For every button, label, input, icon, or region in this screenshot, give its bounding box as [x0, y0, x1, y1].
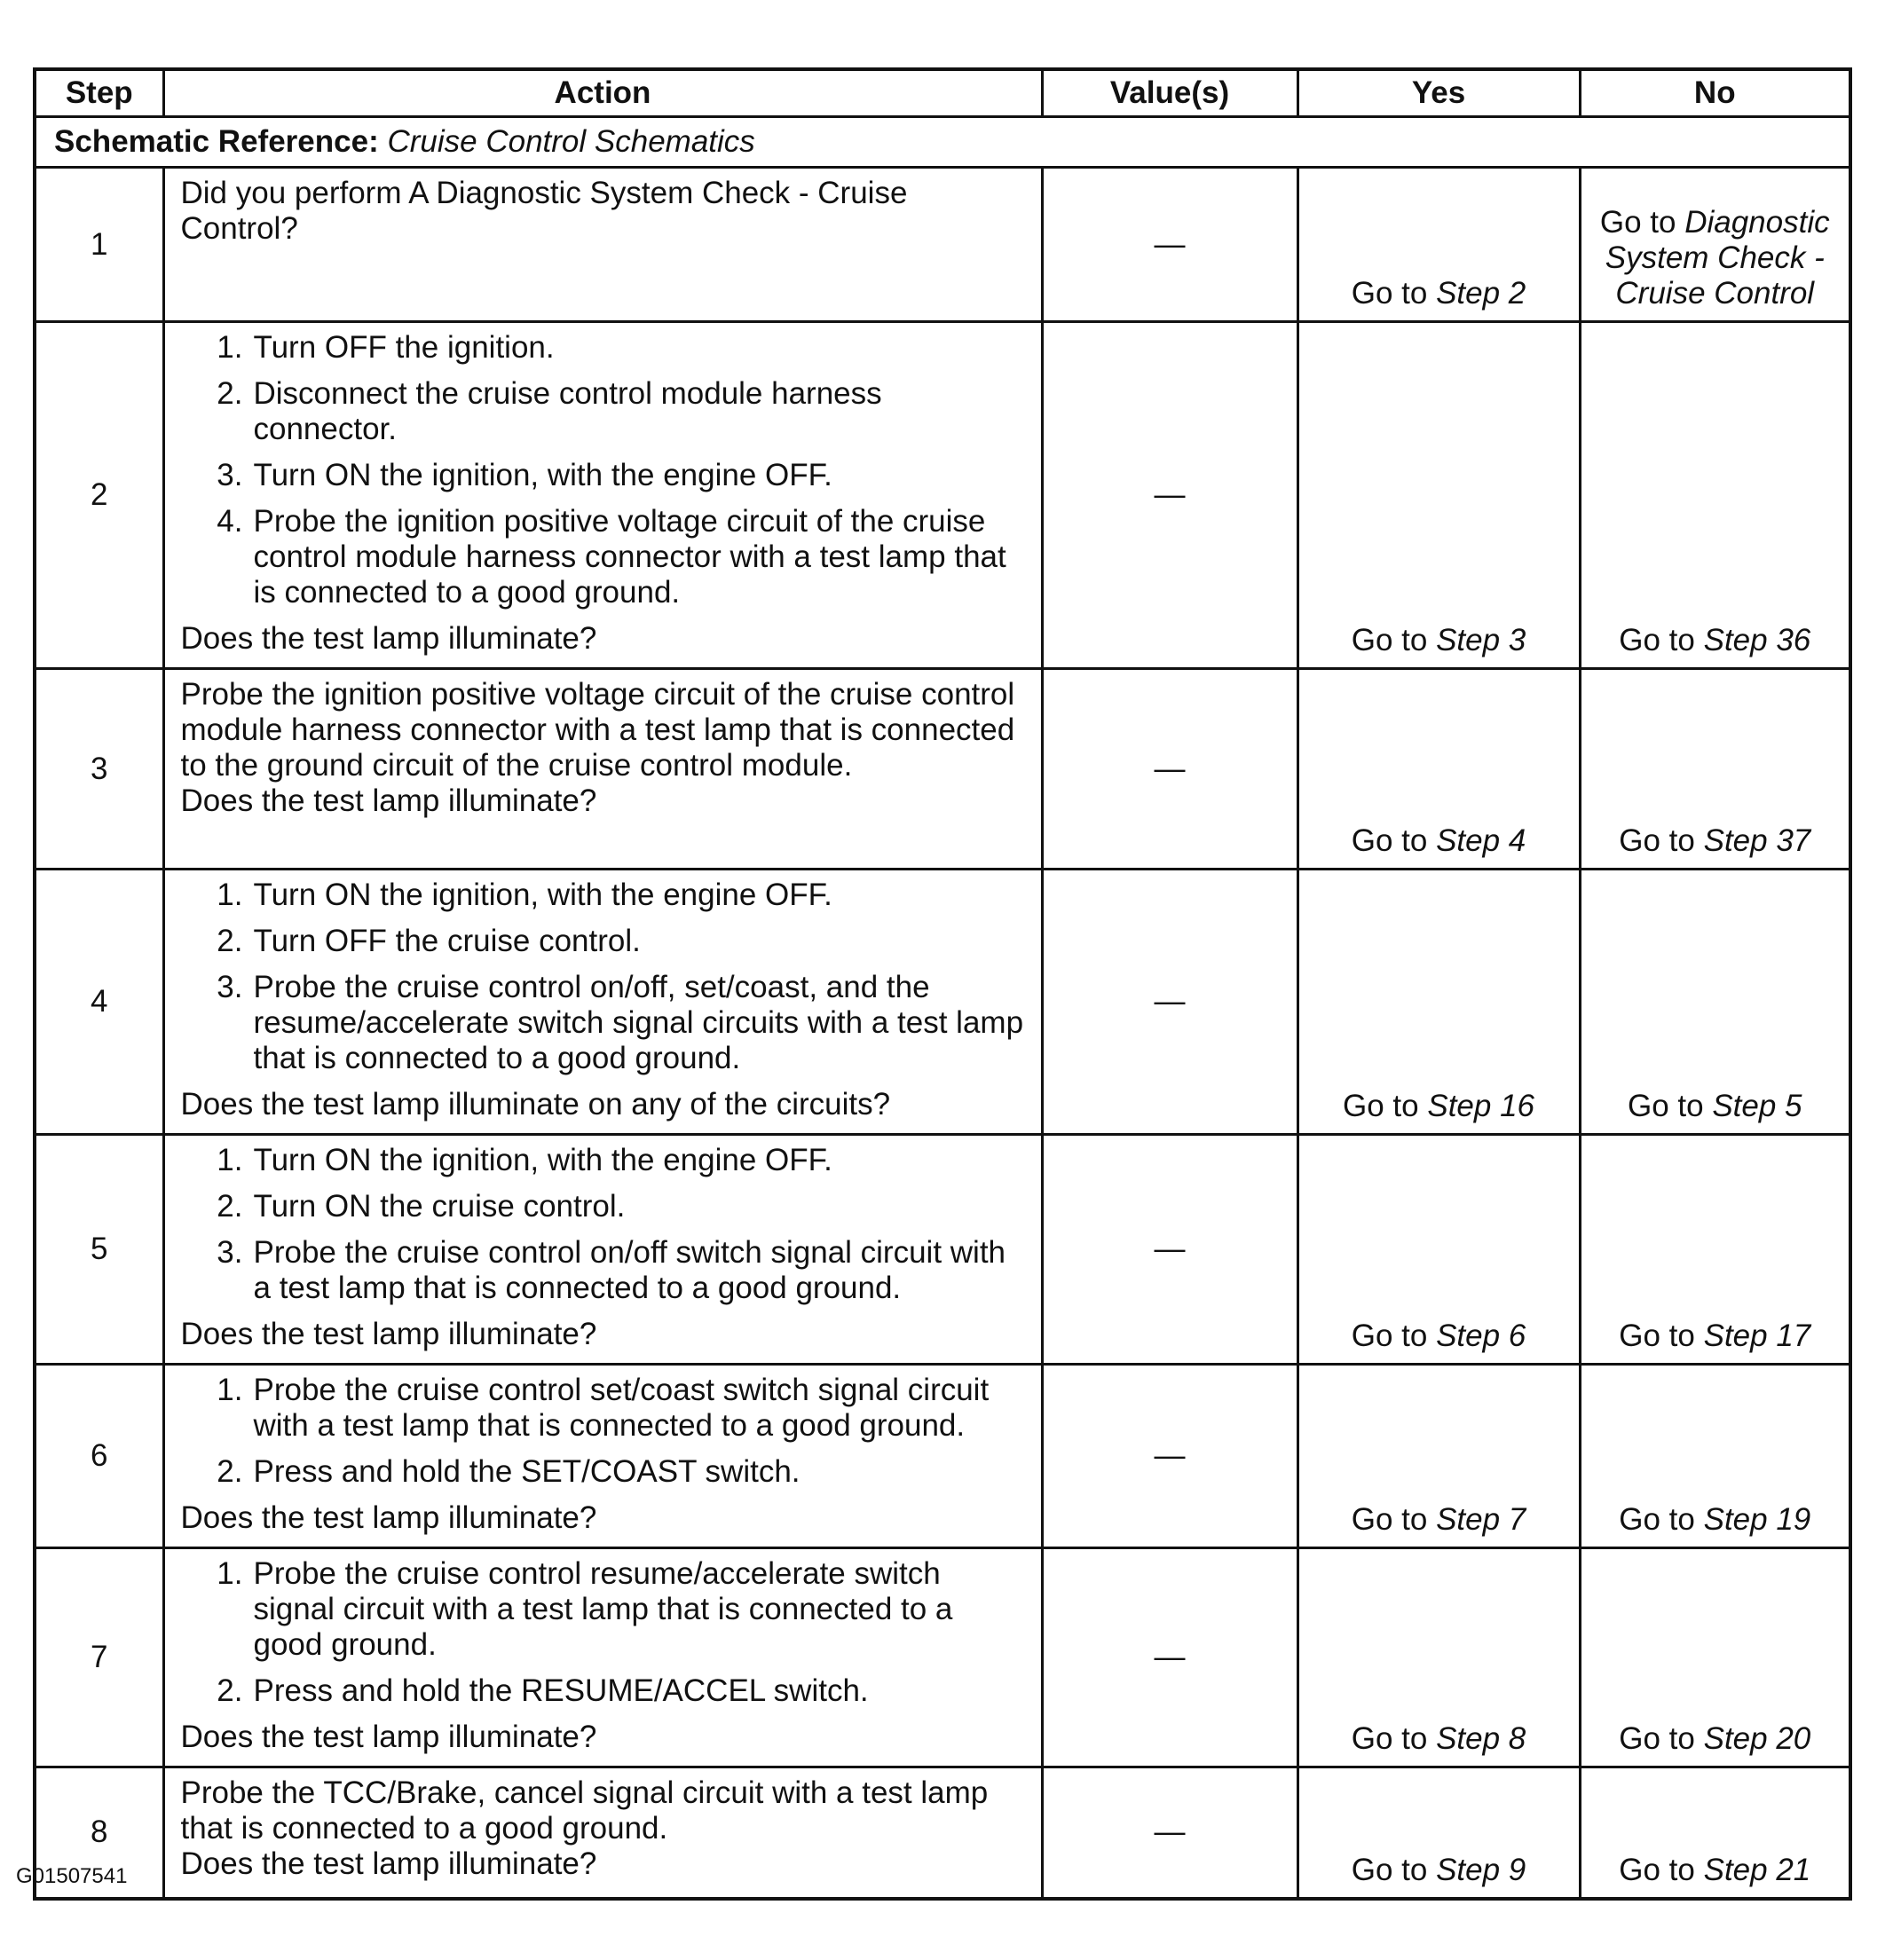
- yes-prefix: Go to: [1351, 623, 1428, 657]
- yes-prefix: Go to: [1343, 1089, 1419, 1123]
- no-prefix: Go to: [1619, 823, 1695, 858]
- action-steps: [181, 1373, 1029, 1490]
- yes-link[interactable]: Step 4: [1436, 823, 1526, 858]
- action-step: [181, 878, 1029, 913]
- action-text: Did you perform A Diagnostic System Check - Cruise Control?: [180, 176, 908, 246]
- schematic-reference-label: Schematic Reference:: [54, 124, 379, 159]
- no-prefix: Go to: [1619, 1502, 1695, 1537]
- action-question: Does the test lamp illuminate?: [180, 1720, 597, 1754]
- no-cell: [1580, 168, 1850, 322]
- no-cell: [1580, 1767, 1850, 1899]
- action-step-number: 4.: [217, 504, 243, 539]
- action-step: [181, 376, 1029, 447]
- action-step: [181, 458, 1029, 493]
- action-step-number: 2.: [217, 1673, 243, 1708]
- no-prefix: Go to: [1619, 1318, 1695, 1353]
- step-number: 8: [35, 1767, 163, 1899]
- action-step-text: Turn OFF the cruise control.: [253, 924, 641, 958]
- no-link[interactable]: Step 17: [1703, 1318, 1811, 1353]
- no-link[interactable]: Diagnostic System Check - Cruise Control: [1605, 205, 1830, 311]
- no-cell: [1580, 1548, 1850, 1767]
- diagnostic-table-container: [33, 67, 1849, 1901]
- yes-cell: [1297, 322, 1580, 669]
- action-steps: [181, 878, 1029, 1076]
- no-prefix: Go to: [1619, 1721, 1695, 1756]
- action-step: [181, 1143, 1029, 1178]
- value-cell: —: [1042, 322, 1297, 669]
- yes-link[interactable]: Step 7: [1436, 1502, 1526, 1537]
- action-step: [181, 1235, 1029, 1306]
- action-question: Does the test lamp illuminate?: [180, 621, 597, 656]
- action-cell: [163, 322, 1042, 669]
- yes-link[interactable]: Step 2: [1436, 276, 1526, 311]
- yes-cell: [1297, 870, 1580, 1135]
- action-text: Probe the TCC/Brake, cancel signal circuit with a test lamp that is connected to a good ground.: [180, 1775, 989, 1846]
- action-step: [181, 924, 1029, 959]
- action-step-text: Probe the cruise control on/off, set/coast, and the resume/accelerate switch signal circuits with a test lamp that is connected to a good ground.: [253, 970, 1024, 1075]
- header-action: Action: [163, 69, 1042, 117]
- action-step-text: Probe the cruise control set/coast switch signal circuit with a test lamp that is connected to a good ground.: [253, 1373, 990, 1443]
- step-number: 1: [35, 168, 163, 322]
- action-step-number: 1.: [217, 1373, 243, 1407]
- yes-prefix: Go to: [1351, 276, 1428, 311]
- step-number: 7: [35, 1548, 163, 1767]
- yes-cell: [1297, 1548, 1580, 1767]
- action-question: Does the test lamp illuminate?: [180, 783, 597, 818]
- action-step-number: 2.: [217, 1189, 243, 1224]
- header-yes: Yes: [1297, 69, 1580, 117]
- no-link[interactable]: Step 5: [1712, 1089, 1802, 1123]
- yes-link[interactable]: Step 6: [1436, 1318, 1526, 1353]
- action-step-text: Turn OFF the ignition.: [253, 330, 555, 365]
- step-number: 6: [35, 1365, 163, 1548]
- no-prefix: Go to: [1619, 1852, 1695, 1887]
- header-step: Step: [35, 69, 163, 117]
- yes-cell: [1297, 1767, 1580, 1899]
- schematic-reference-row: [35, 117, 1850, 168]
- action-step-text: Disconnect the cruise control module harness connector.: [253, 376, 882, 446]
- value-cell: —: [1042, 1548, 1297, 1767]
- no-link[interactable]: Step 19: [1703, 1502, 1811, 1537]
- action-cell: [163, 1548, 1042, 1767]
- action-cell: [163, 168, 1042, 322]
- action-step: [181, 1556, 1029, 1663]
- figure-id: G01507541: [16, 1864, 128, 1888]
- no-link[interactable]: Step 36: [1703, 623, 1811, 657]
- action-step-text: Press and hold the RESUME/ACCEL switch.: [253, 1673, 869, 1708]
- yes-link[interactable]: Step 8: [1436, 1721, 1526, 1756]
- header-row: [35, 69, 1850, 117]
- value-cell: —: [1042, 1135, 1297, 1365]
- action-step-number: 3.: [217, 458, 243, 492]
- no-prefix: Go to: [1599, 205, 1676, 240]
- action-step-text: Turn ON the cruise control.: [253, 1189, 626, 1224]
- no-cell: [1580, 322, 1850, 669]
- action-cell: [163, 669, 1042, 870]
- yes-cell: [1297, 168, 1580, 322]
- table-row: [35, 168, 1850, 322]
- yes-prefix: Go to: [1351, 1852, 1428, 1887]
- action-step-text: Probe the ignition positive voltage circuit of the cruise control module harness connector with a test lamp that is connected to a good ground.: [253, 504, 1006, 610]
- no-cell: [1580, 669, 1850, 870]
- action-step-number: 2.: [217, 1454, 243, 1489]
- yes-link[interactable]: Step 9: [1436, 1852, 1526, 1887]
- action-step-number: 1.: [217, 1143, 243, 1177]
- value-cell: —: [1042, 870, 1297, 1135]
- yes-link[interactable]: Step 3: [1436, 623, 1526, 657]
- yes-link[interactable]: Step 16: [1427, 1089, 1534, 1123]
- action-step: [181, 1373, 1029, 1444]
- yes-prefix: Go to: [1351, 1721, 1428, 1756]
- action-steps: [181, 1556, 1029, 1709]
- action-step-text: Press and hold the SET/COAST switch.: [253, 1454, 801, 1489]
- action-step-number: 2.: [217, 376, 243, 411]
- action-question: Does the test lamp illuminate?: [180, 1500, 597, 1535]
- step-number: 5: [35, 1135, 163, 1365]
- value-cell: —: [1042, 669, 1297, 870]
- value-cell: —: [1042, 168, 1297, 322]
- action-step: [181, 504, 1029, 610]
- no-link[interactable]: Step 21: [1703, 1852, 1811, 1887]
- action-step-text: Turn ON the ignition, with the engine OFF.: [253, 458, 832, 492]
- table-row: [35, 1365, 1850, 1548]
- action-question: Does the test lamp illuminate on any of the circuits?: [180, 1087, 891, 1122]
- action-step-text: Turn ON the ignition, with the engine OFF.: [253, 878, 832, 912]
- action-question: Does the test lamp illuminate?: [180, 1317, 597, 1351]
- action-cell: [163, 1767, 1042, 1899]
- action-steps: [181, 1143, 1029, 1306]
- yes-cell: [1297, 1365, 1580, 1548]
- action-cell: [163, 870, 1042, 1135]
- no-link[interactable]: Step 20: [1703, 1721, 1811, 1756]
- schematic-reference-link[interactable]: Cruise Control Schematics: [387, 124, 755, 159]
- yes-prefix: Go to: [1351, 823, 1428, 858]
- no-link[interactable]: Step 37: [1703, 823, 1811, 858]
- action-step-number: 1.: [217, 330, 243, 365]
- yes-cell: [1297, 1135, 1580, 1365]
- table-row: [35, 322, 1850, 669]
- action-step: [181, 1673, 1029, 1709]
- step-number: 3: [35, 669, 163, 870]
- yes-prefix: Go to: [1351, 1502, 1428, 1537]
- action-step-number: 1.: [217, 1556, 243, 1591]
- no-prefix: Go to: [1619, 623, 1695, 657]
- action-text: Probe the ignition positive voltage circuit of the cruise control module harness connector with a test lamp that is connected to the ground circuit of the cruise control module.: [180, 677, 1015, 783]
- table-row: [35, 1767, 1850, 1899]
- no-prefix: Go to: [1627, 1089, 1704, 1123]
- action-cell: [163, 1365, 1042, 1548]
- action-question: Does the test lamp illuminate?: [180, 1846, 597, 1881]
- header-values: Value(s): [1042, 69, 1297, 117]
- action-step-number: 2.: [217, 924, 243, 958]
- action-step-text: Probe the cruise control resume/accelerate switch signal circuit with a test lamp that is connected to a good ground.: [253, 1556, 953, 1662]
- yes-prefix: Go to: [1351, 1318, 1428, 1353]
- diagnostic-table: [33, 67, 1852, 1901]
- step-number: 2: [35, 322, 163, 669]
- no-cell: [1580, 1135, 1850, 1365]
- action-steps: [181, 330, 1029, 610]
- action-step: [181, 1189, 1029, 1224]
- table-row: [35, 1548, 1850, 1767]
- no-cell: [1580, 1365, 1850, 1548]
- value-cell: —: [1042, 1767, 1297, 1899]
- action-step-text: Turn ON the ignition, with the engine OFF.: [253, 1143, 832, 1177]
- table-row: [35, 870, 1850, 1135]
- action-step-number: 3.: [217, 1235, 243, 1270]
- no-cell: [1580, 870, 1850, 1135]
- action-step: [181, 330, 1029, 366]
- header-no: No: [1580, 69, 1850, 117]
- value-cell: —: [1042, 1365, 1297, 1548]
- action-step: [181, 1454, 1029, 1490]
- action-step-number: 1.: [217, 878, 243, 912]
- action-step-text: Probe the cruise control on/off switch signal circuit with a test lamp that is connected to a good ground.: [253, 1235, 1006, 1305]
- table-row: [35, 669, 1850, 870]
- action-step: [181, 970, 1029, 1076]
- table-row: [35, 1135, 1850, 1365]
- action-step-number: 3.: [217, 970, 243, 1004]
- step-number: 4: [35, 870, 163, 1135]
- action-cell: [163, 1135, 1042, 1365]
- yes-cell: [1297, 669, 1580, 870]
